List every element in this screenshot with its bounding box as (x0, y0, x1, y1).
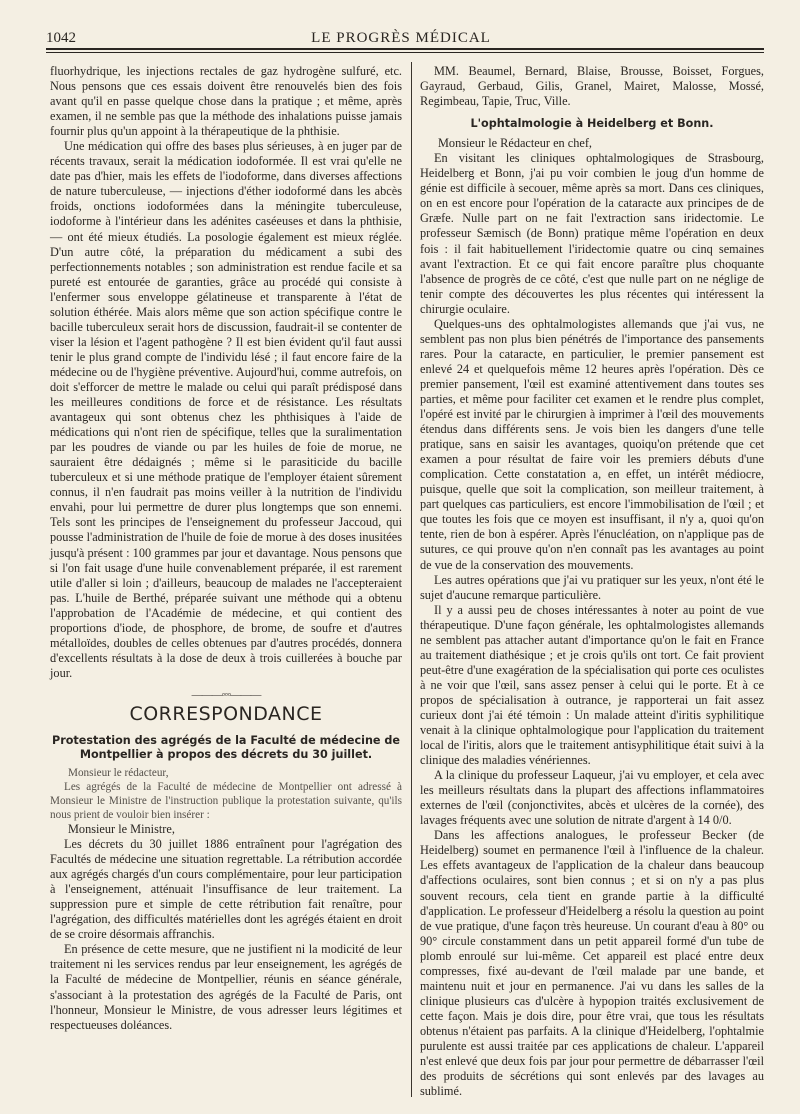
column-divider (411, 62, 412, 1097)
page-header (46, 26, 756, 46)
paragraph: Les décrets du 30 juillet 1886 entraînent pour l'agrégation des Facultés de médecine une situation regrettable. La rétribution accordée aux agrégés chargés d'un cours complémentaire, pour leur participation à l'enseignement, atténuait l'insuffisance de leur traitement. La suppression pure et simple de cette rétribution fait renaître, pour l'agrégation, des difficultés matérielles dont les agrégés étaient en droit de se croire désormais affranchis. (50, 837, 402, 942)
salutation-minister: Monsieur le Ministre, (68, 822, 175, 837)
paragraph: Dans les affections analogues, le professeur Becker (de Heidelberg) soumet en permanence l'œil à l'influence de la chaleur. Les effets avantageux de l'application de la chaleur dans beaucoup d'affections oculaires, sont bien connus ; et si on n'y a pas plus souvent recours, cela tient en grande partie à la difficulté d'application. Le professeur d'Heidelberg a résolu la question au point de vue pratique, d'une façon très heureuse. Un courant d'eau à 80° ou 90° circule constamment dans un petit appareil formé d'un tube de plomb enroulé sur lui-même. Cet appareil est placé entre deux compresses, fixé au-devant de l'œil malade par une bande, et maintenu nuit et jour en permanence. J'ai vu dans les salles de la clinique plusieurs cas d'ulcère à hypopion traités exclusivement de cette façon. Mais je dois dire, pour être vrai, que tous les résultats obtenus n'étaient pas parfaits. A la clinique d'Heidelberg, l'ophtalmie purulente est aussi traitée par ces applications de chaleur. L'appareil n'est enlevé que deux fois par jour pour permettre de débarrasser l'œil des produits de sécrétions qui sont enlevés par des lavages au sublimé. (420, 828, 764, 1099)
paragraph: Il y a aussi peu de choses intéressantes à noter au point de vue thérapeutique. D'une façon générale, les ophtalmologistes allemands ne semblent pas attacher autant d'importance qu'on le fait en France au traitement diathésique ; et je crois qu'ils ont tort. Ce fait provient peut-être d'une exagération de la spécialisation qui porte ces oculistes à ne voir que l'œil, sans assez penser à celui qui le porte. Et à ce propos de spécialisation à outrance, je rapporterai un fait assez curieux dont j'ai été témoin : Un malade atteint d'iritis syphilitique venait à la clinique ophtalmologique pour l'application du traitement local de l'iritis, alors que le traitement antisyphilitique était suivi à la clinique des maladies vénériennes. (420, 602, 764, 768)
header-rule (46, 48, 764, 50)
paragraph: Les autres opérations que j'ai vu pratiquer sur les yeux, n'ont été le sujet d'aucune remarque particulière. (420, 572, 764, 602)
section-title: L'ophtalmologie à Heidelberg et Bonn. (470, 117, 714, 131)
right-column (420, 64, 764, 1099)
journal-title: LE PROGRÈS MÉDICAL (311, 30, 491, 46)
left-column (50, 64, 402, 1033)
intro-paragraph: Les agrégés de la Faculté de médecine de Montpellier ont adressé à Monsieur le Ministre de l'instruction publique la protestation suivante, qu'ils nous prient de vouloir bien insérer : (50, 781, 402, 822)
header-rule-thin (46, 52, 764, 53)
paragraph: A la clinique du professeur Laqueur, j'ai vu employer, et cela avec les meilleurs résultats dans la plupart des affections inflammatoires externes de l'œil (conjonctivites, abcès et ulcères de la cornée), des lavages fréquents avec une solution de nitrate d'argent à 14 0/0. (420, 768, 764, 828)
paragraph: Quelques-uns des ophtalmologistes allemands que j'ai vus, ne semblent pas non plus bien pénétrés de l'importance des pansements rares. Pour la cataracte, en particulier, le premier pansement est enlevé 24 et quelquefois même 12 heures après l'opération. Dès ce premier pansement, l'œil est examiné attentivement dans toutes ses parties, et même pour faciliter cet examen et le rendre plus complet, l'opéré est invité par le chirurgien à imprimer à l'œil des mouvements étendus dans différents sens. Je vois bien les dangers d'une telle pratique, sans en saisir les avantages, quoiqu'on prétende que cet examen a pour résultat de faire voir les premiers débuts d'une complication. Cette constatation a, en effet, un intérêt médiocre, puisque, quelle que soit la complication, son meilleur traitement, à part quelques cas particuliers, est encore l'immobilisation de l'œil ; et que toutes les fois que ce moyen est insuffisant, il n'y a, quoi qu'on tente, rien de bon à espérer. Après l'énucléation, on n'applique pas de sutures, ce qui prouve qu'on n'en connaît pas les avantages au point de vue de la conservation des mouvements. (420, 316, 764, 572)
salutation: Monsieur le Rédacteur en chef, (438, 136, 592, 151)
salutation: Monsieur le rédacteur, (68, 767, 169, 780)
paragraph: fluorhydrique, les injections rectales de gaz hydrogène sulfuré, etc. Nous pensons que ces essais doivent être renouvelés bien des fois avant qu'il en passe quelque chose dans la pratique ; et même, après examen, il ne semble pas que la méthode des inhalations puisse jamais fournir plus qu'un appoint à la thérapeutique de la phthisie. (50, 64, 402, 139)
section-title: CORRESPONDANCE (129, 702, 323, 725)
paragraph: En visitant les cliniques ophtalmologiques de Strasbourg, Heidelberg et Bonn, j'ai pu voir combien le joug d'un homme de génie est difficile à secouer, même après sa mort. Dans ces cliniques, on en est encore pour l'opération de la cataracte aux principes de de Græfe. Nulle part on ne fait l'extraction sans iridectomie. Le professeur Sæmisch (de Bonn) pratique même l'opération en deux fois : il fait habituellement l'iridectomie quatre ou cinq semaines avant l'extraction. Et ce qui fait encore paraître plus choquante l'absence de progrès de ce côté, c'est que nulle part on ne néglige de tenir compte des découvertes les plus récentes qui intéressent la chirurgie oculaire. (420, 151, 764, 316)
signatories: MM. Beaumel, Bernard, Blaise, Brousse, Boisset, Forgues, Gayraud, Gerbaud, Gilis, Granel, Mairet, Malosse, Mossé, Regimbeau, Tapie, Truc, Ville. (420, 64, 764, 109)
paragraph: En présence de cette mesure, que ne justifient ni la modicité de leur traitement ni les services rendus par leur enseignement, les agrégés de la Faculté de médecine de Montpellier, réunis en séance générale, s'associant à la protestation des agrégés de la Faculté de Paris, ont l'honneur, Monsieur le Ministre, de vous adresser leurs légitimes et respectueuses doléances. (50, 942, 402, 1032)
article-title: Protestation des agrégés de la Faculté de médecine de Montpellier à propos des décrets du 30 juillet. (52, 734, 400, 762)
paragraph: Une médication qui offre des bases plus sérieuses, à en juger par de récents travaux, serait la médication iodoformée. Il est vrai qu'elle ne date pas d'hier, mais les effets de l'iodoforme, dans diverses affections de nature tuberculeuse, — injections d'éther iodoformé dans les abcès froids, onctions iodoformées dans la méningite tuberculeuse, iodoforme à l'intérieur dans les adénites caséeuses et dans la phthisie, — ont été mieux étudiés. La posologie également est mieux réglée. D'un autre côté, la préparation du médicament a subi des perfectionnements notables ; son administration est rendue facile et sa pureté est entourée de garanties, grâce au procédé qui consiste à l'enfermer sous enveloppe gélatineuse et transparente à l'état de solution éthérée. Mais alors même que son action spécifique contre le bacille tuberculeux serait hors de discussion, faudrait-il se contenter de viser la lésion et l'agent pathogène ? Il est bien évident qu'il faut aussi tenir le plus grand compte de l'individu lésé ; il faut encore faire de la médecine ou de l'hygiène préventive. Aujourd'hui, comme autrefois, on doit s'efforcer de mettre le malade ou celui qui paraît prédisposé dans les meilleures conditions de force et de résistance. Les résultats avantageux qui sont obtenus chez les phthisiques à l'aide de médications qui n'ont rien de spécifique, telles que la suralimentation par les poudres de viande ou par les huiles de foie de morue, ne sauraient être dédaignés ; même si le parasiticide du bacille tuberculeux et si une méthode pratique de l'employer étaient sûrement connus, il n'en faudrait pas moins veiller à la nutrition de l'individu envahi, pour lui permettre de durer plus longtemps que son ennemi. Tels sont les principes de l'enseignement du professeur Jaccoud, qui pousse l'administration de l'huile de foie de morue à des doses inusitées jusqu'à présent : 100 grammes par jour et davantage. Nous pensons que si l'on fait usage d'une huile convenablement préparée, il est rarement utile d'aller si loin ; d'ailleurs, beaucoup de malades ne l'accepteraient pas. L'huile de Berthé, préparée suivant une méthode qui a obtenu l'approbation de l'Académie de médecine, et qui contient des proportions d'iode, de phosphore, de brome, de soufre et d'autres métalloïdes, doubles de celles obtenues par d'autres procédés, donnera d'excellents résultats à la dose de deux à trois cuillerées à bouche par jour. (50, 139, 402, 680)
ornament-divider: ———◦◦◦——— (191, 688, 261, 701)
page-number: 1042 (46, 30, 76, 46)
